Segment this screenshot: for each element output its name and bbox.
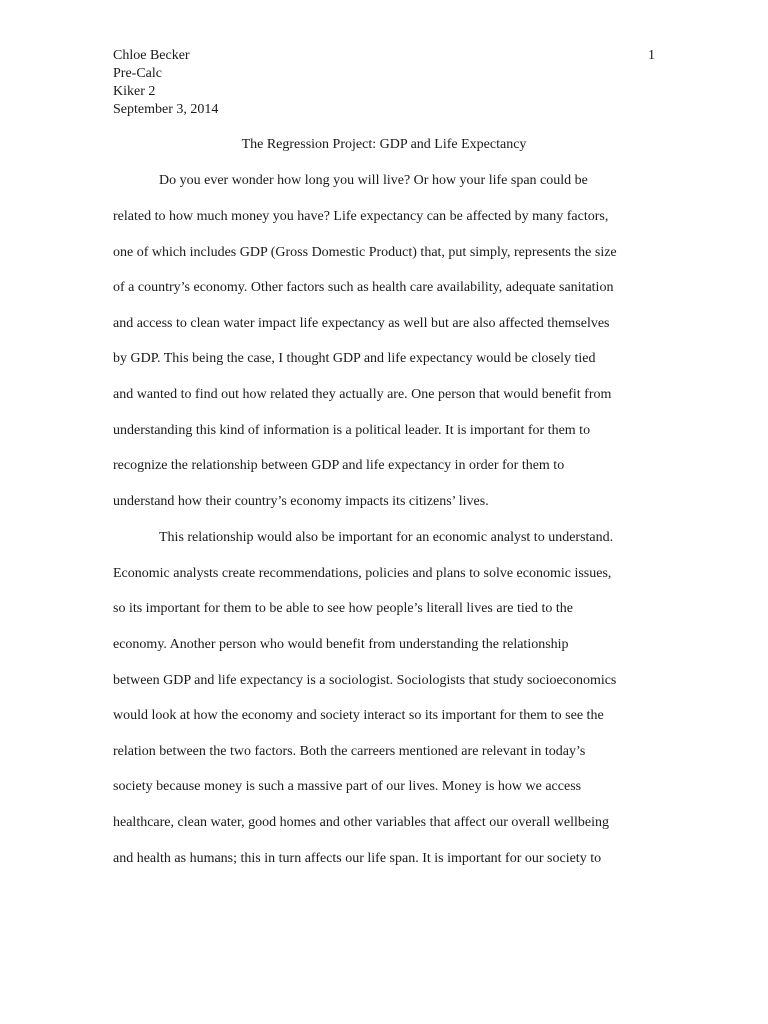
paragraph-2-line: would look at how the economy and society interact so its important for them to see the [113, 708, 604, 723]
paragraph-1-line: recognize the relationship between GDP and life expectancy in order for them to [113, 458, 565, 473]
paragraph-2-line: society because money is such a massive part of our lives. Money is how we access [113, 779, 582, 794]
paragraph-1-line: and wanted to find out how related they actually are. One person that would benefit from [113, 387, 612, 402]
paragraph-1-line: of a country’s economy. Other factors such as health care availability, adequate sanitation [113, 280, 614, 295]
paragraph-2-line: economy. Another person who would benefit from understanding the relationship [113, 637, 569, 652]
paragraph-2-line: This relationship would also be important for an economic analyst to understand. [159, 530, 614, 545]
paragraph-2-line: and health as humans; this in turn affects our life span. It is important for our society to [113, 851, 602, 866]
paragraph-2-line: healthcare, clean water, good homes and other variables that affect our overall wellbeing [113, 815, 609, 830]
paragraph-1-line: Do you ever wonder how long you will live? Or how your life span could be [159, 173, 588, 188]
paragraph-1-line: by GDP. This being the case, I thought GDP and life expectancy would be closely tied [113, 351, 596, 366]
paragraph-2-line: Economic analysts create recommendations, policies and plans to solve economic issues, [113, 566, 612, 581]
paragraph-2-line: between GDP and life expectancy is a sociologist. Sociologists that study socioeconomics [113, 673, 617, 688]
document-title: The Regression Project: GDP and Life Expectancy [241, 137, 527, 152]
document-date: September 3, 2014 [113, 102, 219, 117]
page-number: 1 [648, 48, 655, 63]
header-block [113, 47, 218, 119]
paragraph-1-line: related to how much money you have? Life expectancy can be affected by many factors, [113, 209, 609, 224]
author-name: Chloe Becker [113, 48, 190, 63]
paragraph-1-line: understanding this kind of information is a political leader. It is important for them to [113, 423, 591, 438]
teacher-name: Kiker 2 [113, 84, 156, 99]
paragraph-2-line: so its important for them to be able to see how people’s literall lives are tied to the [113, 601, 573, 616]
paragraph-2-line: relation between the two factors. Both the carreers mentioned are relevant in today’s [113, 744, 586, 759]
course-name: Pre-Calc [113, 66, 162, 81]
paragraph-1-line: understand how their country’s economy impacts its citizens’ lives. [113, 494, 489, 509]
paragraph-1-line: and access to clean water impact life expectancy as well but are also affected themselves [113, 316, 610, 331]
paragraph-1-line: one of which includes GDP (Gross Domestic Product) that, put simply, represents the size [113, 245, 617, 260]
